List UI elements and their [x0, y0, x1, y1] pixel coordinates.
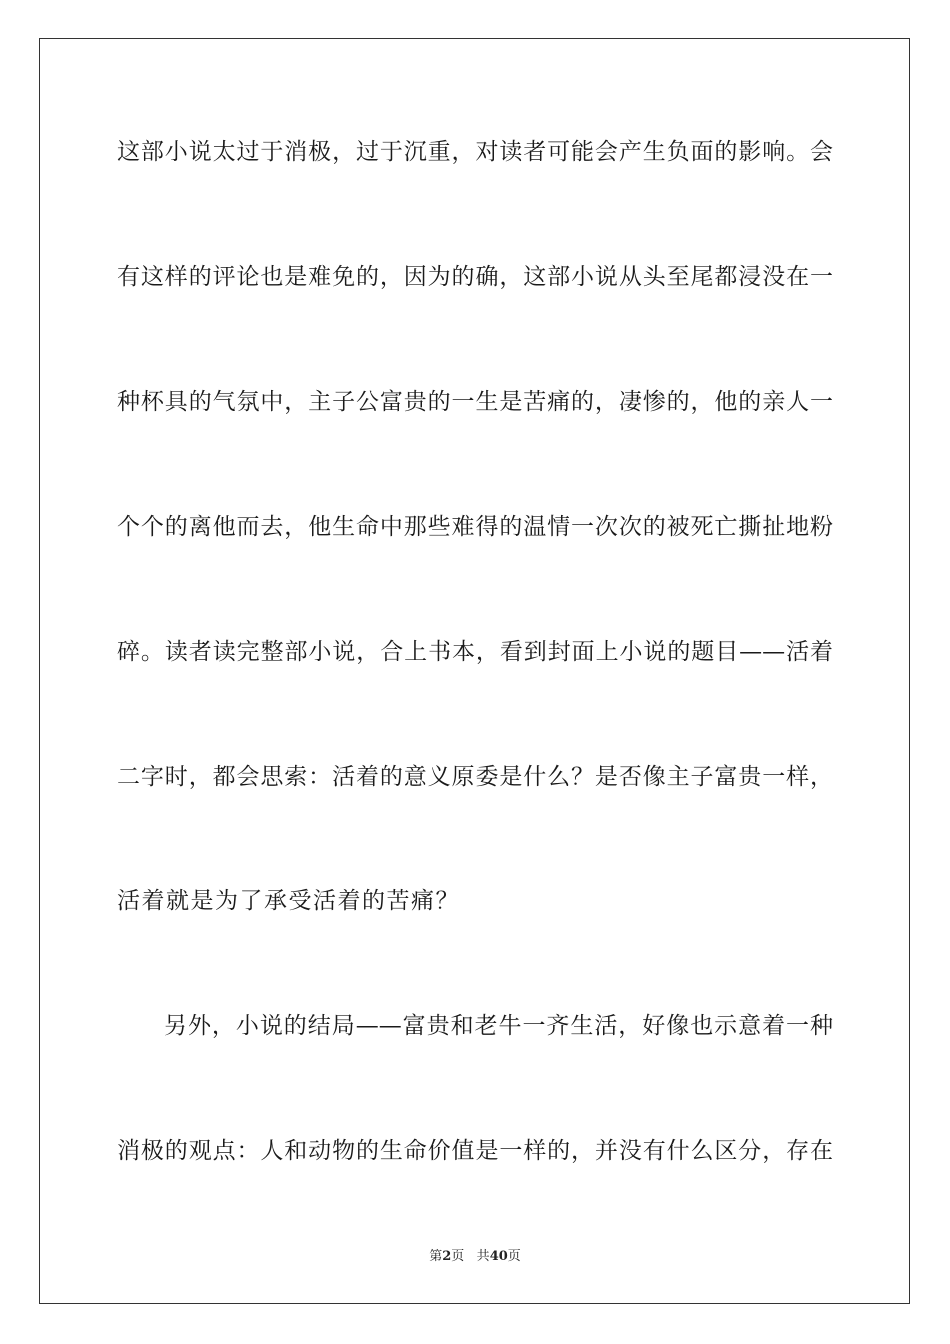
total-pages: 40: [489, 1249, 508, 1264]
page-border: [39, 38, 910, 1304]
body-line-4: 个个的离他而去，他生命中那些难得的温情一次次的被死亡撕扯地粉: [117, 514, 833, 540]
page-footer: [0, 1248, 950, 1266]
total-prefix: 共: [476, 1249, 490, 1264]
total-suffix: 页: [507, 1249, 521, 1264]
page-prefix: 第: [429, 1249, 443, 1264]
body-line-5: 碎。读者读完整部小说，合上书本，看到封面上小说的题目——活着: [117, 639, 833, 665]
page-suffix: 页: [451, 1249, 465, 1264]
page-number: 2: [442, 1249, 452, 1264]
body-line-2: 有这样的评论也是难免的，因为的确，这部小说从头至尾都浸没在一: [117, 264, 833, 290]
body-line-3: 种杯具的气氛中，主子公富贵的一生是苦痛的，凄惨的，他的亲人一: [117, 389, 833, 415]
body-line-6: 二字时，都会思索：活着的意义原委是什么？是否像主子富贵一样，: [117, 764, 833, 790]
body-line-9: 消极的观点：人和动物的生命价值是一样的，并没有什么区分，存在: [117, 1138, 833, 1164]
body-line-1: 这部小说太过于消极，过于沉重，对读者可能会产生负面的影响。会: [117, 139, 833, 165]
body-line-7: 活着就是为了承受活着的苦痛？: [117, 888, 460, 914]
body-line-8: 另外，小说的结局——富贵和老牛一齐生活，好像也示意着一种: [164, 1013, 833, 1039]
